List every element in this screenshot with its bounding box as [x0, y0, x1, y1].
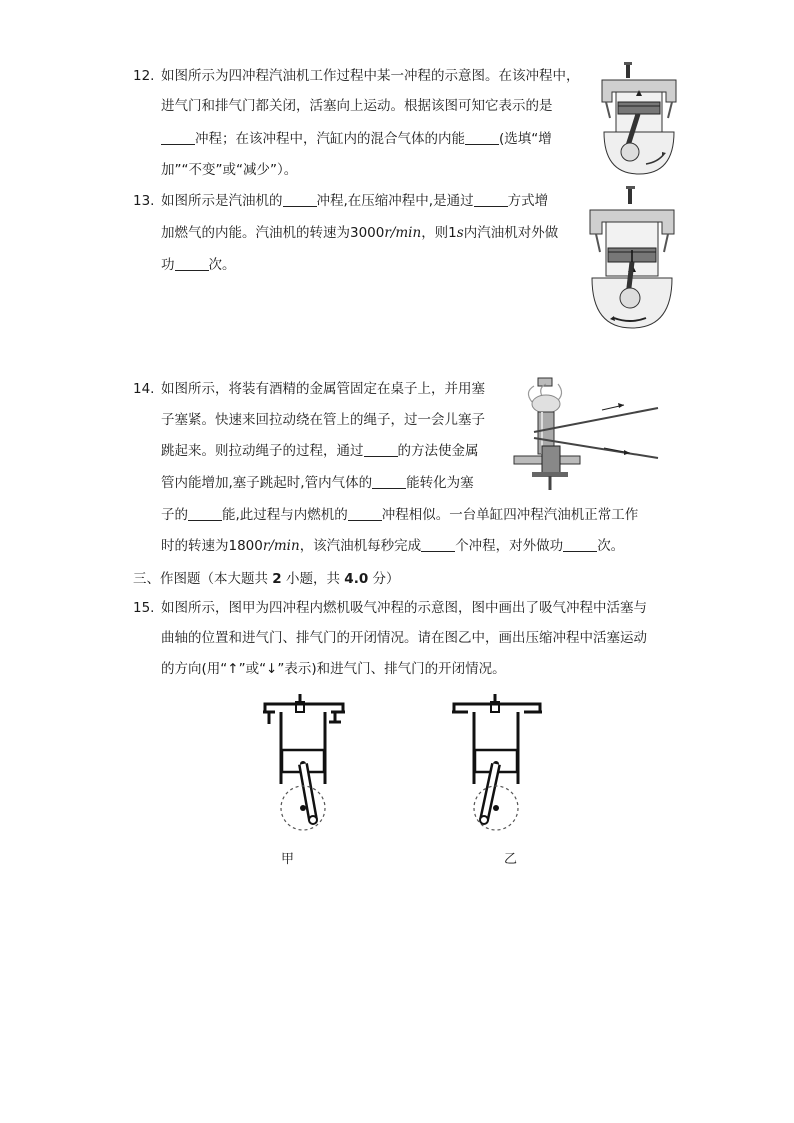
- answer-blank[interactable]: [283, 192, 317, 207]
- engine-intake-diagram: [255, 694, 355, 844]
- question-text-line: 如图所示，将装有酒精的金属管固定在桌子上，并用塞: [161, 381, 485, 397]
- question-number: 12.: [133, 68, 155, 84]
- answer-blank[interactable]: [372, 474, 406, 489]
- question-number: 14.: [133, 381, 155, 397]
- question-text-line: 子的 能,此过程与内燃机的 冲程相似。一台单缸四冲程汽油机正常工作: [161, 507, 639, 523]
- answer-blank[interactable]: [465, 130, 499, 145]
- engine-diagram-q13: [584, 186, 680, 332]
- question-text-line: 如图所示，图甲为四冲程内燃机吸气冲程的示意图，图中画出了吸气冲程中活塞与: [161, 600, 647, 616]
- section-heading: 三、作图题（本大题共 2 小题，共 4.0 分）: [133, 571, 400, 587]
- question-text-line: 子塞紧。快速来回拉动绕在管上的绳子，过一会儿塞子: [161, 412, 485, 428]
- answer-blank[interactable]: [348, 506, 382, 521]
- question-text-line: 如图所示是汽油机的 冲程,在压缩冲程中,是通过 方式增: [161, 193, 549, 209]
- figure-caption-a: 甲: [281, 852, 295, 867]
- question-text-line: 如图所示为四冲程汽油机工作过程中某一冲程的示意图。在该冲程中，: [161, 68, 580, 84]
- answer-blank[interactable]: [474, 192, 508, 207]
- question-text-line: 冲程；在该冲程中，汽缸内的混合气体的内能 (选填“增: [161, 129, 552, 149]
- answer-blank[interactable]: [421, 537, 455, 552]
- question-number: 15.: [133, 600, 155, 616]
- question-text-line: 的方向(用“↑”或“↓”表示)和进气门、排气门的开闭情况。: [161, 661, 506, 677]
- answer-blank[interactable]: [161, 130, 195, 145]
- answer-blank[interactable]: [364, 442, 398, 457]
- answer-blank[interactable]: [175, 256, 209, 271]
- question-text-line: 加燃气的内能。汽油机的转速为3000r/min，则1s内汽油机对外做: [161, 225, 559, 241]
- question-number: 13.: [133, 193, 155, 209]
- question-text-line: 管内能增加,塞子跳起时,管内气体的 能转化为塞: [161, 475, 474, 491]
- question-text-line: 功 次。: [161, 257, 236, 273]
- metal-tube-diagram: [512, 372, 662, 496]
- figure-caption-b: 乙: [504, 852, 518, 867]
- question-text-line: 时的转速为1800r/min，该汽油机每秒完成 个冲程，对外做功 次。: [161, 538, 625, 554]
- answer-blank[interactable]: [188, 506, 222, 521]
- question-text-line: 进气门和排气门都关闭，活塞向上运动。根据该图可知它表示的是: [161, 98, 553, 114]
- answer-blank[interactable]: [563, 537, 597, 552]
- question-text-line: 曲轴的位置和进气门、排气门的开闭情况。请在图乙中，画出压缩冲程中活塞运动: [161, 630, 647, 646]
- question-text-line: 加”“不变”或“减少”）。: [161, 162, 298, 178]
- engine-compression-diagram: [448, 694, 548, 844]
- question-text-line: 跳起来。则拉动绳子的过程，通过 的方法使金属: [161, 443, 479, 459]
- engine-diagram-q12: [596, 62, 682, 178]
